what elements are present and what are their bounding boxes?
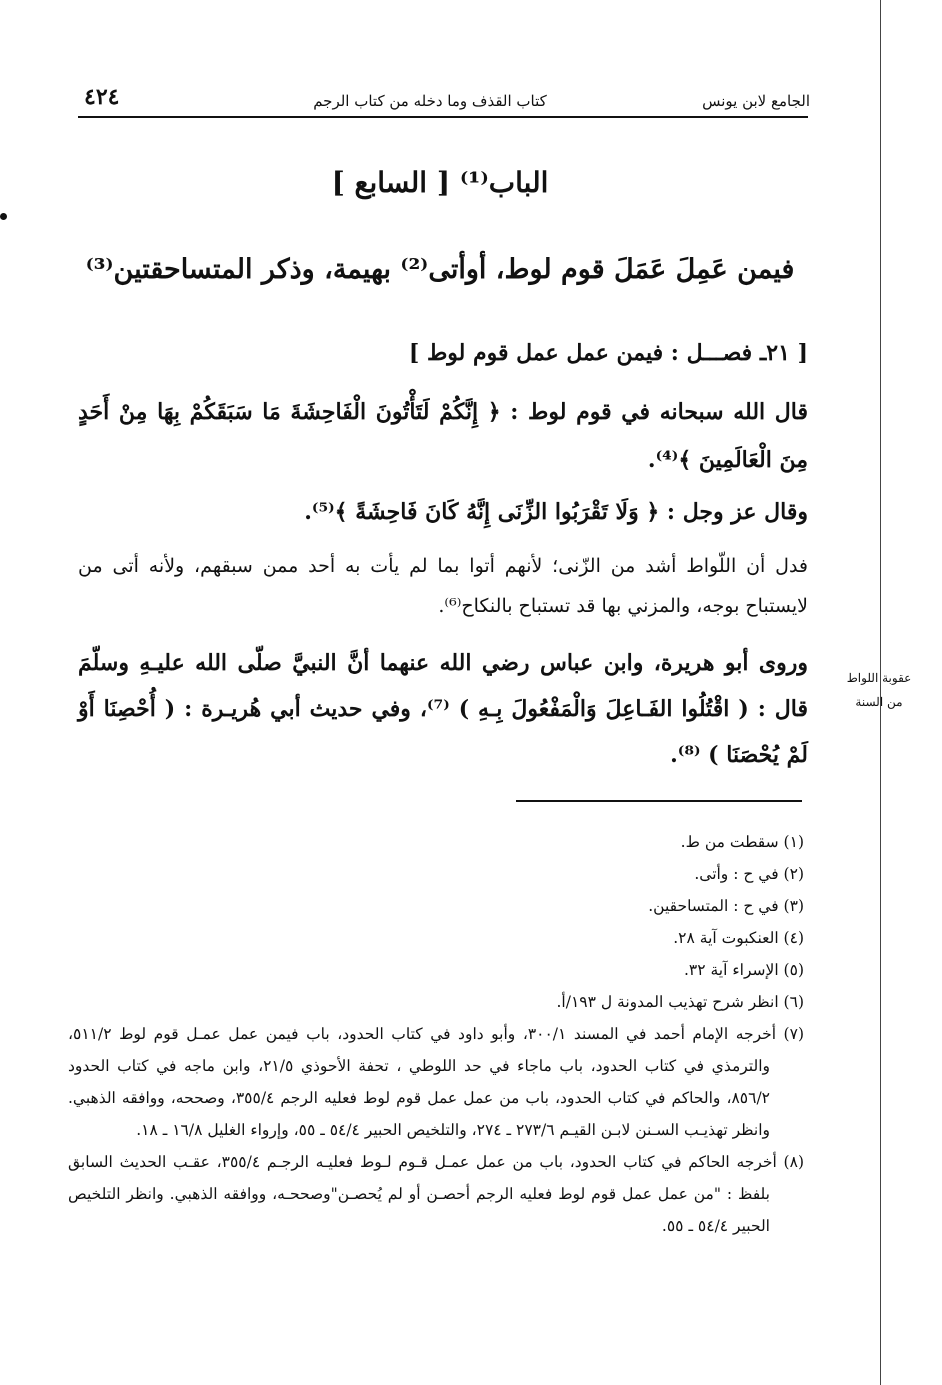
footnote: (٨) أخرجه الحاكم في كتاب الحدود، باب من عمل عمـل قـوم لـوط فعليـه الرجـم ٣٥٥/٤، عقـب الحديث السابق بلفظ : "من عمل عمل قوم لوط فعليه الرجم أحصـن أو لم يُحصـن"وصححـه، ووافقه الذهبي. وانظر التلخيص الحبير ٥٤/٤ ـ ٥٥. bbox=[68, 1153, 804, 1235]
footnote: (٧) أخرجه الإمام أحمد في المسند ٣٠٠/١، وأبو داود في كتاب الحدود، باب فيمن عمل عمـل قوم لوط ٥١١/٢، والترمذي في كتاب الحدود، باب ماجاء في حد اللوطي ، تحفة الأحوذي ٢١/٥، وابن ماجه في كتاب الحدود ٨٥٦/٢، والحاكم في كتاب الحدود، باب من عمل عمل قوم لوط فعليه الرجم ٣٥٥/٤، وصححه، ووافقه الذهبي. وانظر تهذيـب السـنن لابـن القيـم ٢٧٣/٦ ـ ٢٧٤، والتلخيص الحبير ٥٤/٤ ـ ٥٥، وإرواء الغليل ١٦/٨ ـ ١٨. bbox=[68, 1025, 804, 1139]
section-heading: [ ٢١ـ فصـــل : فيمن عمل عمل قوم لوط ] bbox=[408, 340, 808, 366]
running-chapter-title: كتاب القذف وما دخله من كتاب الرجم bbox=[313, 92, 547, 110]
scan-dot bbox=[0, 213, 7, 220]
paragraph-quran-2: وقال عز وجل : ﴿ وَلَا تَقْرَبُوا الزِّنَى إِنَّهُ كَانَ فَاحِشَةً ﴾⁽⁵⁾. bbox=[304, 499, 808, 525]
footnote: (٥) الإسراء آية ٣٢. bbox=[683, 961, 804, 979]
footnote: (٤) العنكبوت آية ٢٨. bbox=[673, 929, 804, 947]
chapter-subtitle: فيمن عَمِلَ عَمَلَ قوم لوط، أوأتى⁽²⁾ بهيمة، وذكر المتساحقتين⁽³⁾ bbox=[85, 254, 795, 285]
paragraph-hadith: وروى أبو هريرة، وابن عباس رضي الله عنهما أنَّ النبيَّ صلّى الله عليـهِ وسلّمَ قال : ( اقْتُلُوا الفَـاعِلَ وَالْمَفْعُولَ بِـهِ ) ⁽⁷⁾، وفي حديث أبي هُريـرة : ( أُحْصِنَا أَوْ لَمْ يُحْصَنَا ) ⁽⁸⁾. bbox=[78, 650, 808, 768]
running-book-title: الجامع لابن يونس bbox=[702, 92, 810, 110]
footnote: (٣) في ح : المتساحقين. bbox=[648, 897, 804, 915]
gloss-line-2: من السنة bbox=[855, 695, 903, 709]
paragraph-quran-1: قال الله سبحانه في قوم لوط : ﴿ إِنَّكُمْ لَتَأْتُونَ الْفَاحِشَةَ مَا سَبَقَكُمْ بِهَا مِنْ أَحَدٍ مِنَ الْعَالَمِينَ ﴾⁽⁴⁾. bbox=[78, 399, 808, 473]
margin-gloss bbox=[832, 666, 926, 714]
header-rule bbox=[78, 116, 808, 118]
footnote-divider bbox=[516, 800, 802, 802]
footnote: (٢) في ح : وأتى. bbox=[694, 865, 804, 883]
footnote: (٦) انظر شرح تهذيب المدونة ل ١٩٣/أ. bbox=[556, 993, 804, 1011]
footnote: (١) سقطت من ط. bbox=[680, 833, 804, 851]
gloss-line-1: عقوبة اللواط bbox=[846, 671, 912, 685]
paragraph-commentary: فدل أن اللّواط أشد من الزّنى؛ لأنهم أتوا بما لم يأت به أحد ممن سبقهم، ولأنه أتى من لايستباح بوجه، والمزني بها قد تستباح بالنكاح⁽⁶⁾. bbox=[78, 555, 808, 617]
chapter-title: الباب⁽¹⁾ [ السابع ] bbox=[331, 166, 549, 199]
page-number: ٤٢٤ bbox=[84, 84, 120, 110]
footnotes-list bbox=[68, 826, 804, 1242]
